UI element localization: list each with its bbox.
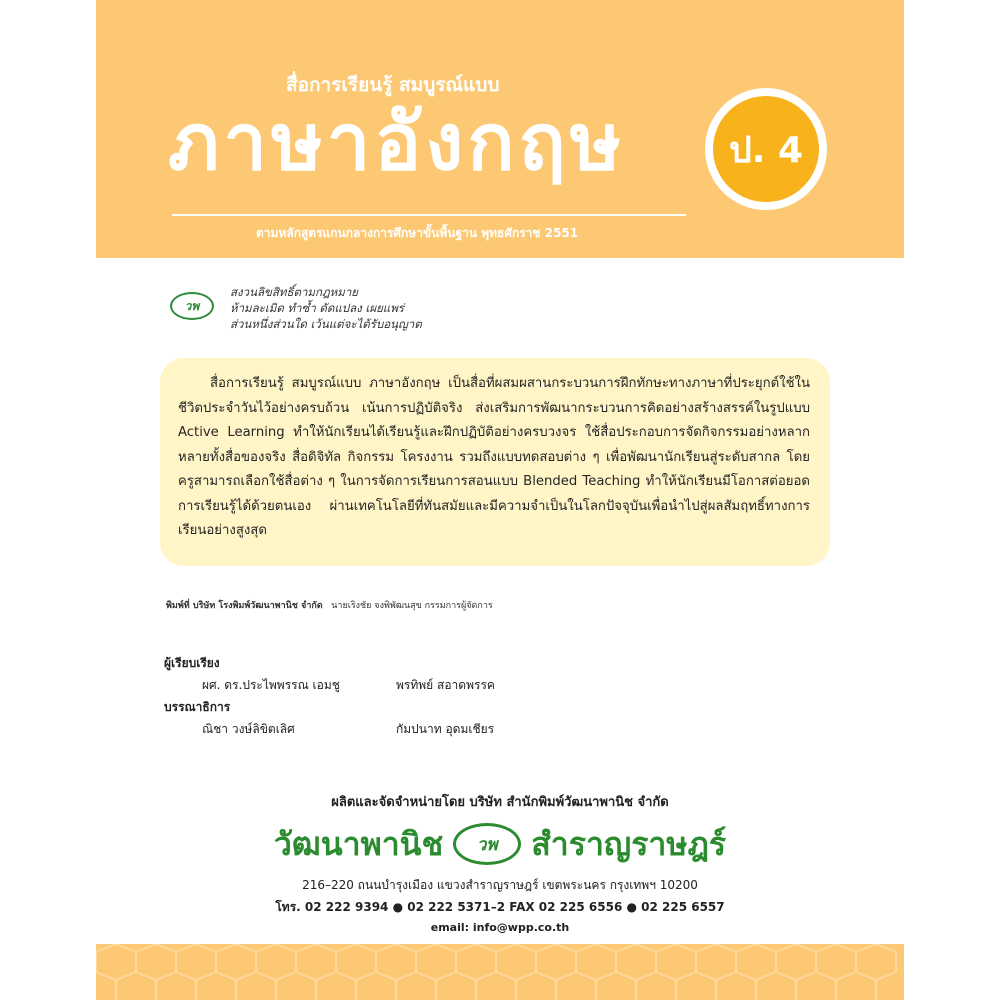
publisher-logo-text: วพ bbox=[476, 834, 498, 855]
credits-section bbox=[164, 652, 495, 740]
publisher-line: ผลิตและจัดจำหน่ายโดย บริษัท สำนักพิมพ์วัฒนาพานิช จำกัด bbox=[331, 795, 669, 810]
brand-name-left: วัฒนาพานิช bbox=[273, 824, 444, 863]
honeycomb-footer bbox=[96, 944, 904, 1000]
publisher-email: email: info@wpp.co.th bbox=[430, 921, 570, 934]
editor-name: ณิชา วงษ์ลิขิตเลิศ bbox=[202, 722, 295, 736]
editors-row bbox=[164, 718, 495, 740]
description-box bbox=[160, 358, 830, 566]
description-text: สื่อการเรียนรู้ สมบูรณ์แบบ ภาษาอังกฤษ เป็นสื่อที่ผสมผสานกระบวนการฝึกทักษะทางภาษาที่ประยุกต์ใช้ในชีวิตประจำวันไว้อย่างครบถ้วน เน้นการปฏิบัติจริง ส่งเสริมการพัฒนากระบวนการคิดอย่างสร้างสรรค์ในรูปแบบ Active Learning ทำให้นักเรียนได้เรียนรู้และฝึกปฏิบัติอย่างครบวงจร ใช้สื่อประกอบการจัดกิจกรรมอย่างหลากหลายทั้งสื่อของจริง สื่อดิจิทัล กิจกรรม โครงงาน รวมถึงแบบทดสอบต่าง ๆ เพื่อพัฒนานักเรียนสู่ระดับสากล โดยครูสามารถเลือกใช้สื่อต่าง ๆ ในการจัดการเรียนการสอนแบบ Blended Teaching ทำให้นักเรียนมีโอกาสต่อยอดการเรียนรู้ได้ด้วยตนเอง ผ่านเทคโนโลยีที่ทันสมัยและมีความจำเป็นในโลกปัจจุบันเพื่อนำไปสู่ผลสัมฤทธิ์ทางการเรียนอย่างสูงสุด bbox=[178, 376, 810, 538]
publisher-brand bbox=[96, 820, 904, 868]
copyright-line: ห้ามละเมิด ทำซ้ำ ดัดแปลง เผยแพร่ bbox=[230, 301, 404, 315]
book-info-page bbox=[96, 0, 904, 1000]
publisher-address: 216–220 ถนนบำรุงเมือง แขวงสำราญราษฎร์ เขตพระนคร กรุงเทพฯ 10200 bbox=[302, 878, 698, 892]
copyright-line: ส่วนหนึ่งส่วนใด เว้นแต่จะได้รับอนุญาต bbox=[230, 317, 422, 331]
curriculum-line: ตามหลักสูตรแกนกลางการศึกษาขั้นพื้นฐาน พุทธศักราช 2551 bbox=[256, 226, 579, 240]
authors-row bbox=[164, 674, 495, 696]
publisher-logo-small bbox=[170, 292, 214, 320]
grade-label: ป. 4 bbox=[728, 129, 804, 171]
honeycomb-pattern bbox=[96, 944, 904, 1000]
printer-info bbox=[166, 598, 493, 612]
series-subtitle: สื่อการเรียนรู้ สมบูรณ์แบบ bbox=[286, 74, 500, 96]
publisher-logo-small-text: วพ bbox=[184, 298, 200, 313]
publisher-phones: โทร. 02 222 9394 ● 02 222 5371–2 FAX 02 225 6556 ● 02 225 6557 bbox=[275, 900, 725, 914]
book-title: ภาษาอังกฤษ bbox=[168, 98, 626, 188]
editor-name: กัมปนาท อุดมเชียร bbox=[396, 722, 495, 736]
editors-heading: บรรณาธิการ bbox=[164, 700, 231, 714]
cover-header-band bbox=[96, 0, 904, 258]
copyright-notice bbox=[230, 284, 422, 332]
grade-badge-inner bbox=[713, 96, 819, 202]
grade-badge bbox=[705, 88, 827, 210]
author-name: พรทิพย์ สอาดพรรค bbox=[396, 678, 495, 692]
copyright-line: สงวนลิขสิทธิ์ตามกฎหมาย bbox=[230, 285, 359, 299]
author-name: ผศ. ดร.ประไพพรรณ เอมชู bbox=[202, 678, 340, 692]
printer-manager: นายเริงชัย จงพิพัฒนสุข กรรมการผู้จัดการ bbox=[331, 601, 493, 611]
title-divider bbox=[172, 214, 686, 216]
printer-label: พิมพ์ที่ บริษัท โรงพิมพ์วัฒนาพานิช จำกัด bbox=[166, 601, 323, 611]
brand-name-right: สำราญราษฎร์ bbox=[531, 824, 727, 863]
authors-heading: ผู้เรียบเรียง bbox=[164, 656, 220, 670]
publisher-logo bbox=[453, 823, 521, 865]
